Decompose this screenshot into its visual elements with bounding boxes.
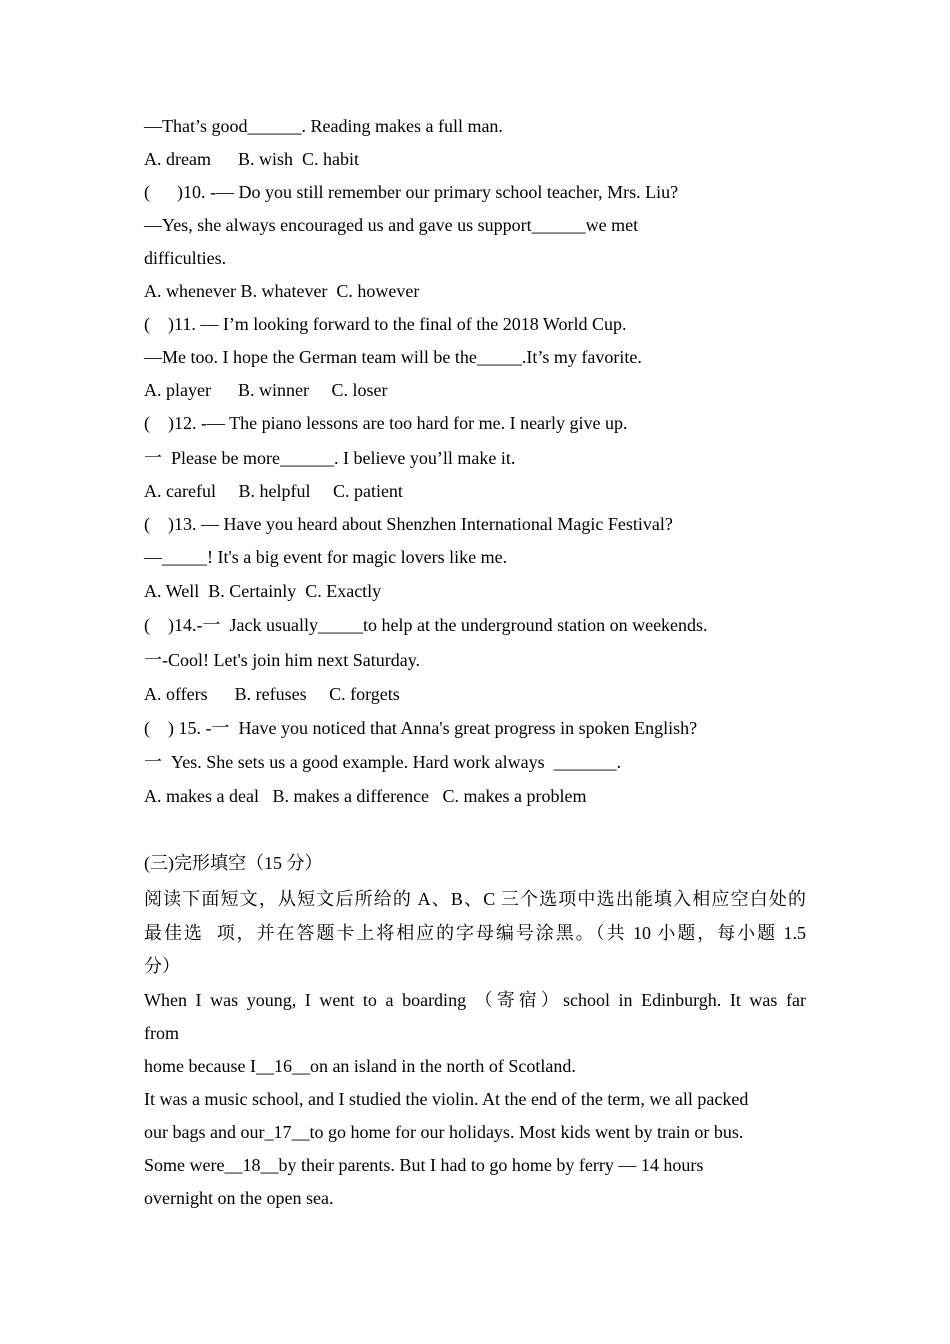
answer-options: A. makes a deal B. makes a difference C. makes a problem [144, 786, 587, 806]
text-line: 一 Please be more______. I believe you’ll make it. [144, 448, 516, 468]
answer-options: A. player B. winner C. loser [144, 380, 388, 400]
question-11: ( )11. — I’m looking forward to the final of the 2018 World Cup. [144, 314, 627, 334]
text-line: 一 Yes. She sets us a good example. Hard work always _______. [144, 752, 622, 772]
answer-options: A. whenever B. whatever C. however [144, 281, 420, 301]
question-13: ( )13. — Have you heard about Shenzhen International Magic Festival? [144, 514, 673, 534]
passage-line: home because I__16__on an island in the north of Scotland. [144, 1056, 576, 1076]
answer-options: A. offers B. refuses C. forgets [144, 684, 400, 704]
passage-line: It was a music school, and I studied the violin. At the end of the term, we all packed [144, 1089, 749, 1109]
text-line: —Me too. I hope the German team will be the_____.It’s my favorite. [144, 347, 642, 367]
question-14: ( )14.-一 Jack usually_____to help at the underground station on weekends. [144, 615, 708, 635]
question-15: ( ) 15. -一 Have you noticed that Anna's great progress in spoken English? [144, 718, 698, 738]
passage-line: from [144, 1023, 179, 1043]
instructions-line: 阅读下面短文，从短文后所给的 A、B、C 三个选项中选出能填入相应空白处的 [144, 889, 806, 909]
text-line: —Yes, she always encouraged us and gave us support______we met [144, 215, 639, 235]
answer-options: A. careful B. helpful C. patient [144, 481, 403, 501]
section-heading: (三)完形填空（15 分） [144, 853, 323, 873]
answer-options: A. Well B. Certainly C. Exactly [144, 581, 382, 601]
text-line: difficulties. [144, 248, 227, 268]
question-10: ( )10. -— Do you still remember our primary school teacher, Mrs. Liu? [144, 182, 679, 202]
passage-line: our bags and our_17__to go home for our holidays. Most kids went by train or bus. [144, 1122, 744, 1142]
passage-line: When I was young, I went to a boarding （寄宿）school in Edinburgh. It was far [144, 990, 806, 1010]
answer-options: A. dream B. wish C. habit [144, 149, 359, 169]
passage-line: Some were__18__by their parents. But I had to go home by ferry — 14 hours [144, 1155, 704, 1175]
text-line: —That’s good______. Reading makes a full man. [144, 116, 503, 136]
question-12: ( )12. -— The piano lessons are too hard for me. I nearly give up. [144, 413, 628, 433]
passage-line: overnight on the open sea. [144, 1188, 334, 1208]
instructions-line: 分） [144, 956, 180, 976]
text-line: 一-Cool! Let's join him next Saturday. [144, 650, 421, 670]
instructions-line: 最佳选 项，并在答题卡上将相应的字母编号涂黑。（共 10 小题，每小题 1.5 [144, 923, 806, 943]
text-line: —_____! It's a big event for magic lovers like me. [144, 547, 508, 567]
